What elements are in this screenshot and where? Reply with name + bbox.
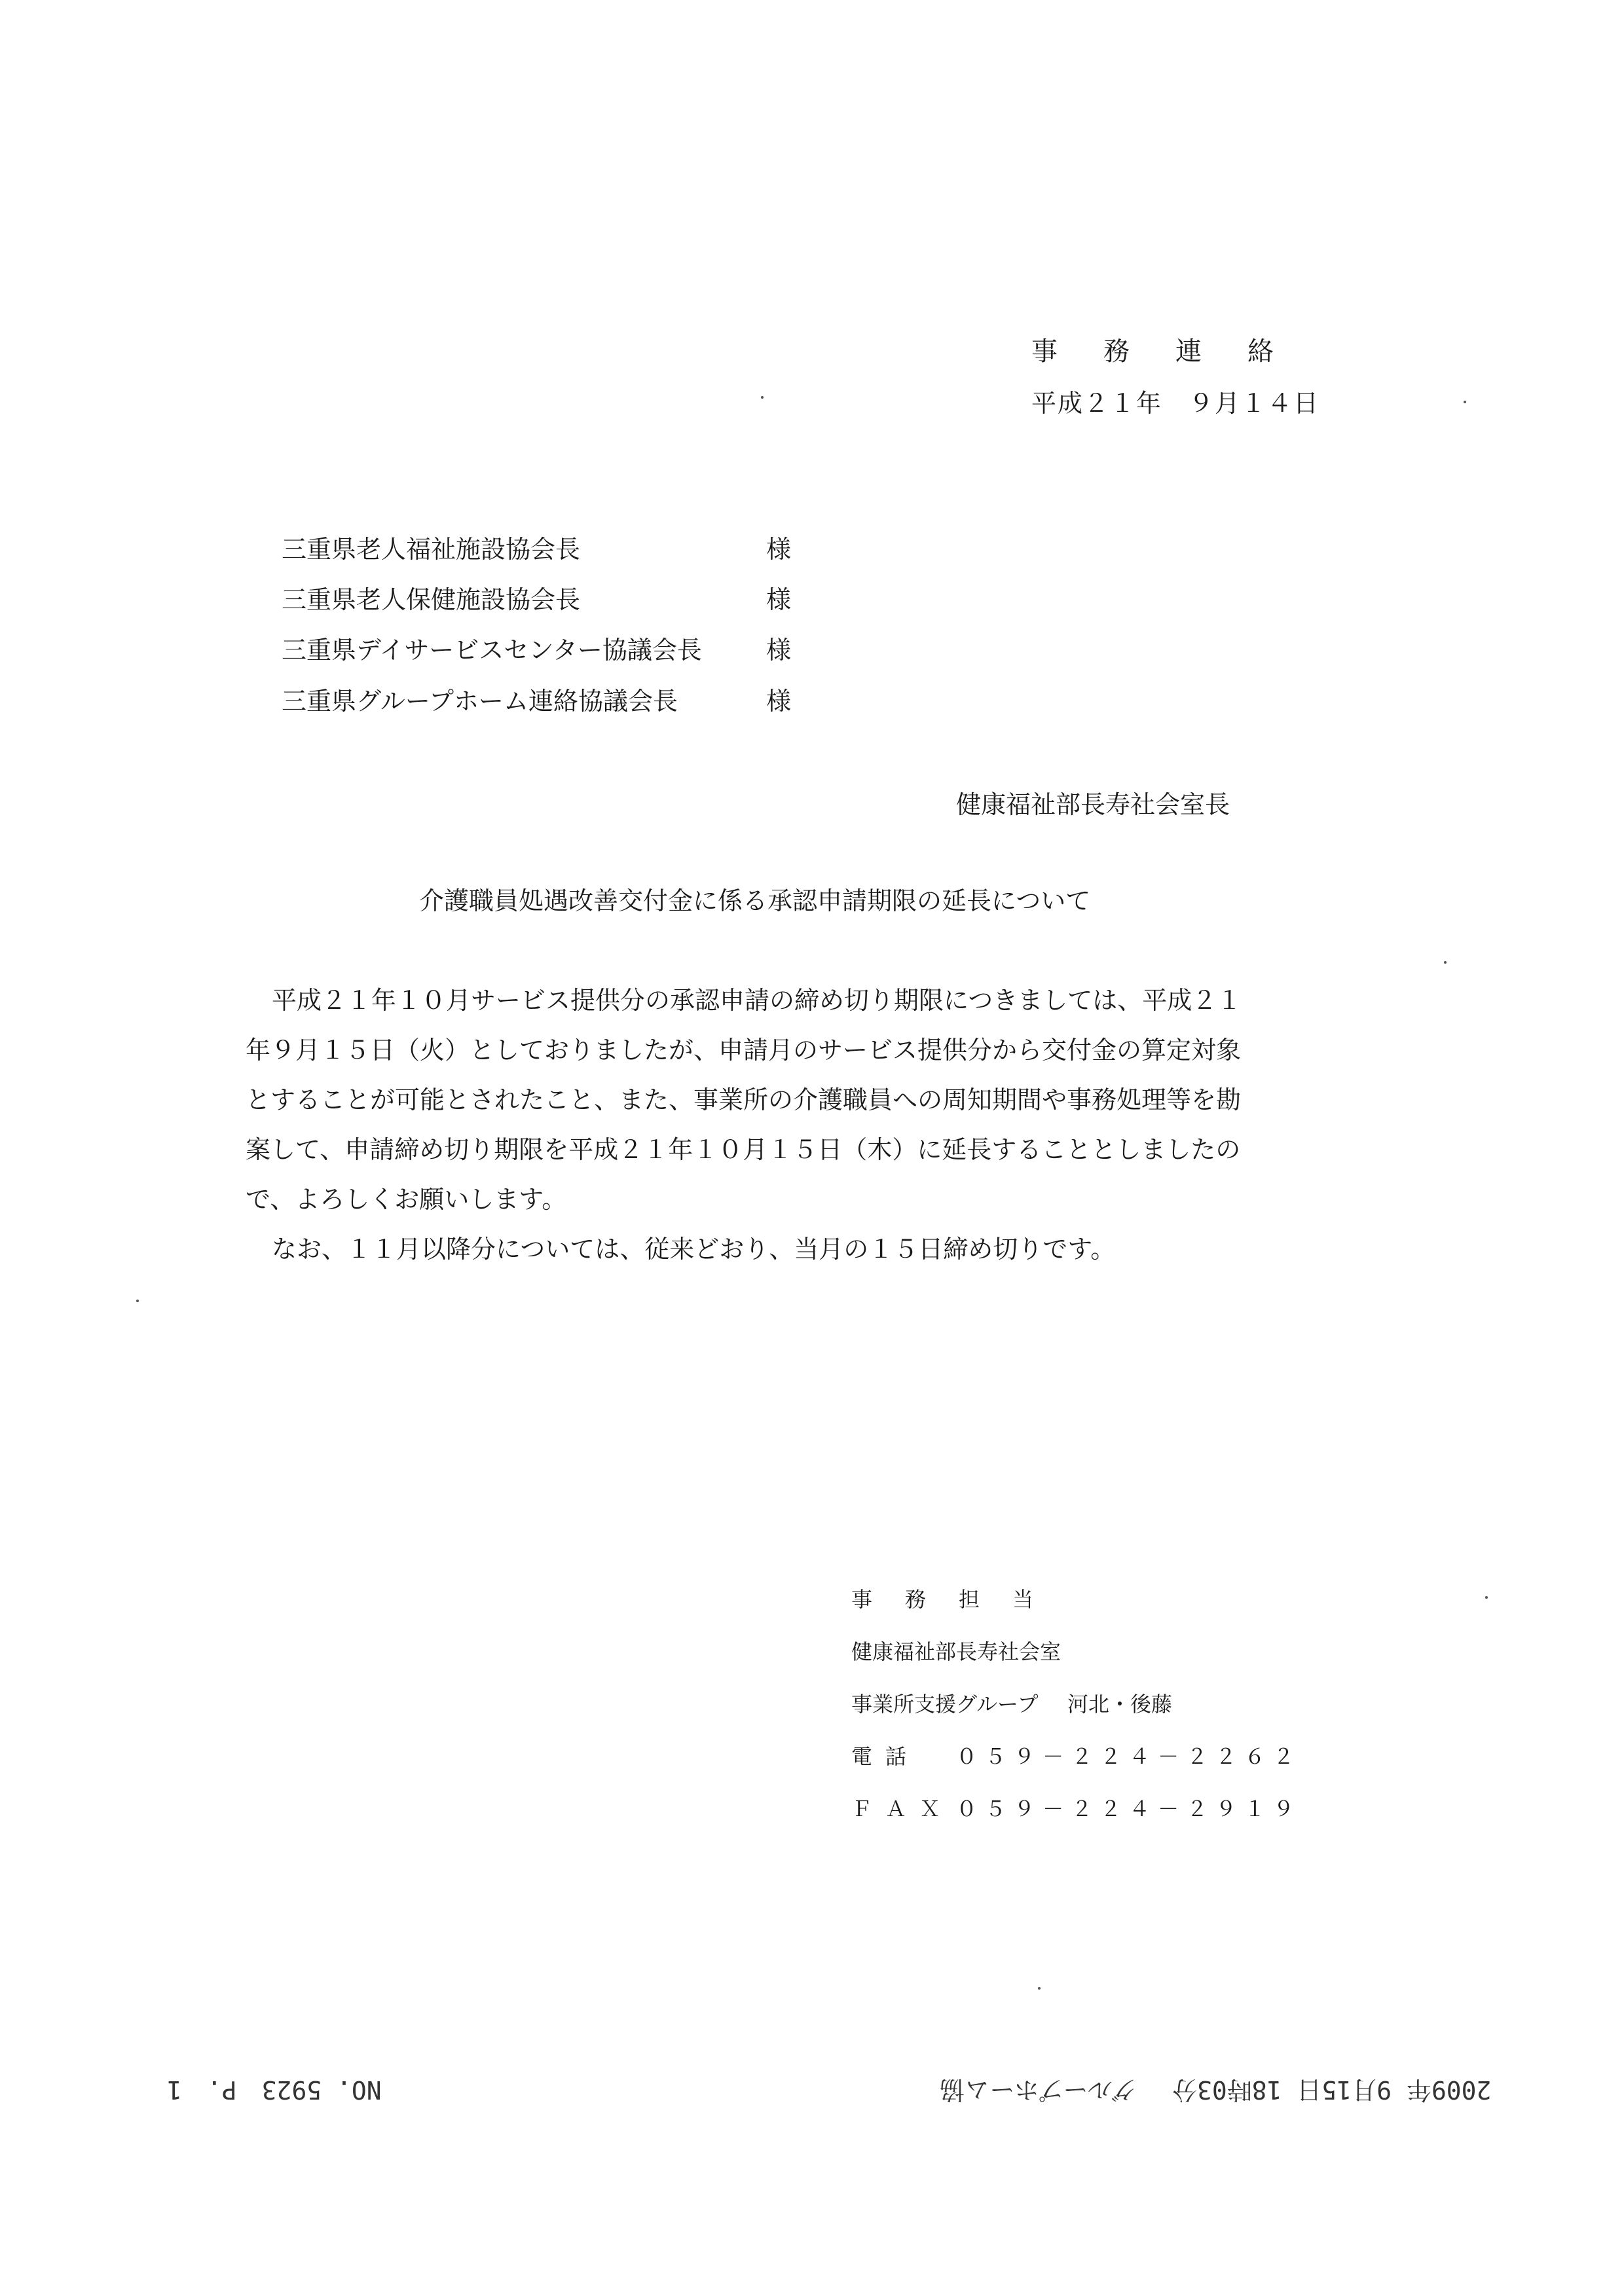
tel-number: ０５９－２２４－２２６２ (956, 1744, 1302, 1769)
body-text (246, 975, 1333, 1274)
scan-speck (1444, 961, 1447, 964)
contact-group-line (851, 1688, 1173, 1718)
scan-speck (1464, 401, 1466, 403)
addressee-honorific: 様 (766, 535, 792, 564)
scan-speck (1038, 1987, 1041, 1990)
body-line: で、よろしくお願いします。 (246, 1185, 567, 1214)
sender: 健康福祉部長寿社会室長 (956, 790, 1230, 819)
contact-fax-line (851, 1793, 1302, 1823)
scan-speck (1485, 1596, 1488, 1599)
contact-names: 河北・後藤 (1067, 1692, 1173, 1717)
body-line: 平成２１年１０月サービス提供分の承認申請の締め切り期限につきましては、平成２１ (272, 986, 1242, 1015)
body-line: なお、１１月以降分については、従来どおり、当月の１５日締め切りです。 (272, 1235, 1116, 1264)
addressee-name: 三重県老人福祉施設協会長 (282, 535, 581, 564)
contact-tel-line (851, 1740, 1302, 1770)
document-date: 平成２１年 ９月１４日 (1031, 389, 1320, 418)
body-line: とすることが可能とされたこと、また、事業所の介護職員への周知期間や事務処理等を勘 (246, 1085, 1242, 1114)
addressee-honorific: 様 (766, 687, 792, 716)
body-line: 案して、申請締め切り期限を平成２１年１０月１５日（木）に延長することとしましたの (246, 1135, 1241, 1164)
contact-department: 健康福祉部長寿社会室 (851, 1639, 1061, 1664)
scan-speck (761, 396, 764, 399)
addressee-line (282, 529, 792, 565)
addressee-honorific: 様 (766, 636, 792, 665)
fax-footer-sender: グループホーム協 (940, 2075, 1137, 2104)
scan-speck (136, 1300, 139, 1302)
addressee-line (282, 630, 792, 666)
addressee-name: 三重県老人保健施設協会長 (282, 585, 581, 614)
addressee-name: 三重県グループホーム連絡協議会長 (282, 687, 678, 716)
fax-footer-timestamp: 2009年 9月15日 18時03分 (1172, 2075, 1492, 2104)
contact-group: 事業所支援グループ (851, 1692, 1039, 1717)
body-line: 年９月１５日（火）としておりましたが、申請月のサービス提供分から交付金の算定対象 (246, 1036, 1242, 1065)
addressee-line (282, 579, 792, 615)
fax-footer-page-info: NO. 5923 P. 1 (167, 2075, 382, 2104)
fax-number: ０５９－２２４－２９１９ (956, 1796, 1302, 1821)
document-type: 事務連絡 (1031, 337, 1320, 367)
subject-title: 介護職員処遇改善交付金に係る承認申請期限の延長について (419, 886, 1091, 915)
fax-label: ＦＡＸ (851, 1796, 954, 1821)
addressee-honorific: 様 (766, 585, 792, 614)
contact-title: 事務担当 (851, 1587, 1067, 1612)
addressee-line (282, 681, 792, 717)
tel-label: 電話 (851, 1744, 920, 1769)
addressee-name: 三重県デイサービスセンター協議会長 (282, 636, 702, 665)
